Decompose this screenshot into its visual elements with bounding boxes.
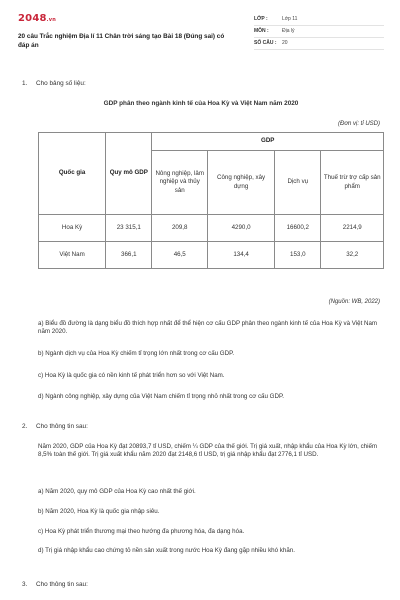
meta-key: SỐ CÂU : [254, 40, 277, 47]
gdp-table [38, 132, 384, 269]
meta-key: MÔN : [254, 28, 269, 35]
question-lead: Cho bảng số liệu: [36, 80, 86, 87]
info-paragraph: Năm 2020, GDP của Hoa Kỳ đạt 20893,7 tỉ USD, chiếm ¼ GDP của thế giới. Trị giá xuất, nhập khẩu của Hoa Kỳ lớn, chiếm 8,5% toàn thế giới. Trị giá xuất khẩu năm 2020 đạt 2148,6 tỉ USD, trị giá nhập khẩu đạt 2776,1 tỉ USD. [38, 443, 378, 459]
meta-value: 20 [282, 40, 288, 47]
page-header [18, 12, 384, 62]
table-row [39, 215, 384, 242]
header-agri: Nông nghiệp, lâm nghiệp và thủy sản [152, 151, 208, 215]
cell-tax: 2214,9 [321, 215, 384, 242]
site-logo[interactable]: 2048.vn [18, 13, 56, 24]
meta-row-class [254, 14, 384, 26]
meta-panel [254, 14, 384, 50]
cell-agri: 46,5 [152, 242, 208, 269]
question-lead: Cho thông tin sau: [36, 423, 88, 430]
header-gdp: GDP [152, 133, 384, 151]
option-a: a) Biểu đồ đường là dạng biểu đồ thích hợp nhất để thể hiện cơ cấu GDP phân theo ngành kinh tế của Hoa Kỳ và Việt Nam năm 2020. [38, 320, 378, 336]
question-number: 2. [22, 423, 28, 430]
header-scale: Quy mô GDP [106, 133, 152, 215]
option-b: b) Ngành dịch vụ của Hoa Kỳ chiếm tỉ trọng lớn nhất trong cơ cấu GDP. [38, 350, 235, 357]
table-source: (Nguồn: WB, 2022) [328, 299, 380, 305]
meta-key: LỚP : [254, 16, 268, 23]
cell-scale: 366,1 [106, 242, 152, 269]
question-2 [18, 423, 384, 573]
question-number: 1. [22, 80, 28, 87]
option-b: b) Năm 2020, Hoa Kỳ là quốc gia nhập siêu. [38, 508, 160, 515]
cell-agri: 209,8 [152, 215, 208, 242]
option-c: c) Hoa Kỳ phát triển thương mại theo hướng đa phương hóa, đa dạng hóa. [38, 528, 245, 535]
meta-value: Địa lý [282, 28, 295, 35]
cell-tax: 32,2 [321, 242, 384, 269]
cell-industry: 134,4 [208, 242, 275, 269]
header-industry: Công nghiệp, xây dựng [208, 151, 275, 215]
cell-service: 153,0 [275, 242, 321, 269]
header-country: Quốc gia [39, 133, 106, 215]
cell-service: 16600,2 [275, 215, 321, 242]
header-tax: Thuế trừ trợ cấp sản phẩm [321, 151, 384, 215]
table-row [39, 242, 384, 269]
option-d: d) Trị giá nhập khẩu cao chứng tỏ nền sản xuất trong nước Hoa Kỳ đang gặp nhiều khó khăn. [38, 547, 295, 554]
meta-row-subject [254, 26, 384, 38]
question-3 [18, 581, 384, 593]
table-title: GDP phân theo ngành kinh tế của Hoa Kỳ và Việt Nam năm 2020 [103, 100, 299, 107]
question-1 [18, 80, 384, 410]
document-title: 20 câu Trắc nghiệm Địa lí 11 Chân trời sáng tạo Bài 18 (Đúng sai) có đáp án [18, 33, 225, 49]
question-lead: Cho thông tin sau: [36, 581, 88, 588]
meta-value: Lớp 11 [282, 16, 298, 23]
option-c: c) Hoa Kỳ là quốc gia có nền kinh tế phát triển hơn so với Việt Nam. [38, 372, 225, 379]
question-number: 3. [22, 581, 28, 588]
cell-country: Việt Nam [39, 242, 106, 269]
cell-industry: 4290,0 [208, 215, 275, 242]
cell-scale: 23 315,1 [106, 215, 152, 242]
meta-row-count [254, 38, 384, 50]
header-service: Dịch vụ [275, 151, 321, 215]
option-d: d) Ngành công nghiệp, xây dựng của Việt Nam chiếm tỉ trọng nhỏ nhất trong cơ cấu GDP. [38, 393, 284, 400]
option-a: a) Năm 2020, quy mô GDP của Hoa Kỳ cao nhất thế giới. [38, 488, 196, 495]
cell-country: Hoa Kỳ [39, 215, 106, 242]
table-unit: (Đơn vị: tỉ USD) [338, 121, 380, 127]
